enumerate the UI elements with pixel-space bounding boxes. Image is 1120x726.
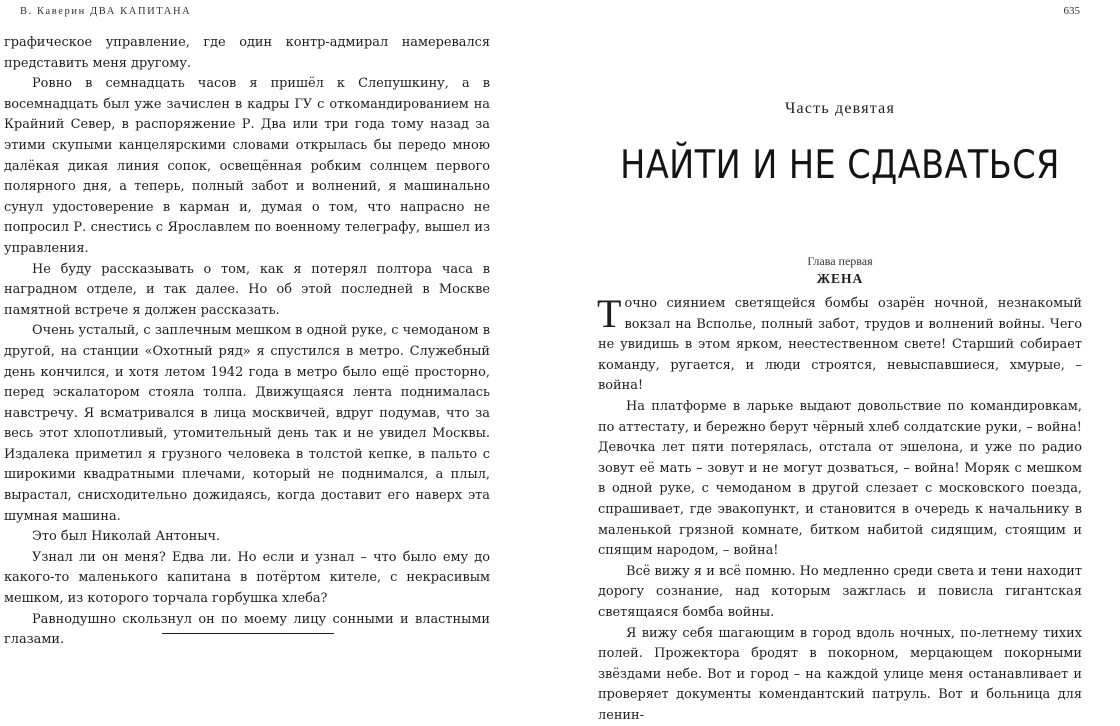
part-label: Часть девятая [560, 100, 1120, 118]
paragraph: Это был Николай Антоныч. [4, 527, 490, 548]
paragraph: Очень усталый, с заплечным мешком в одной руке, с чемоданом в другой, на станции «Охотный ряд» я спустился в метро. Служебный день кончился, и хотя летом 1942 года в метро было ещё просторно, перед эскалатором стояла толпа. Движущаяся лента поднималась навстречу. Я всматривался в лица москвичей, вдруг подумав, что за весь этот хлопотливый, утомительный день так и не увидел Москвы. Издалека приметил я грузного человека в толстой кепке, в пальто с широкими квадратными плечами, который не поднимался, а плыл, вырастал, снисходительно дожидаясь, когда доставит его наверх эта шумная машина. [4, 321, 490, 527]
paragraph: Ровно в семнадцать часов я пришёл к Слепушкину, а в восемнадцать был уже зачислен в кадры ГУ с откомандированием на Крайний Север, в распоряжение Р. Два или три года тому назад за этими скупыми канцелярскими словами открылась бы передо мною далёкая дикая линия сопок, освещённая робким солнцем первого полярного дня, а теперь, полный забот и волнений, я машинально сунул удостоверение в карман и, думая о том, что напрасно не попросил Р. снестись с Ярославлем по военному телеграфу, вышел из управления. [4, 74, 490, 259]
right-page [560, 0, 1088, 684]
paragraph: Не буду рассказывать о том, как я потерял полтора часа в наградном отделе, и так далее. Но об этой последней в Москве памятной встрече я должен рассказать. [4, 260, 490, 322]
paragraph: На платформе в ларьке выдают довольствие по командировкам, по аттестату, и бережно берут чёрный хлеб солдатские руки, – война! Девочка лет пяти потерялась, отстала от эшелона, и уже по радио зовут её мать – зовут и не могут дозваться, – война! Моряк с мешком в одной руке, с чемоданом в другой слезает с московского поезда, спрашивает, где эвакопункт, и становится в очередь к начальнику в маленькой грязной комнате, битком набитой сидящим, стоящим и спящим народом, – война! [598, 397, 1082, 562]
first-paragraph-text: очно сиянием светящейся бомбы озарён ночной, незнакомый вокзал на Всполье, полный забот, трудов и волнений войны. Чего не увидишь в этом ярком, неестественном свете! Старший собирает команду, ругается, и люди строятся, невыспавшиеся, хмурые, – война! [598, 296, 1082, 393]
running-head: В. Каверин ДВА КАПИТАНА [20, 6, 191, 17]
left-page-text [4, 33, 490, 651]
part-title: НАЙТИ И НЕ СДАВАТЬСЯ [599, 143, 1081, 188]
paragraph: Равнодушно скользнул он по моему лицу сонными и властными глазами. [4, 610, 490, 651]
chapter-label: Глава первая [560, 254, 1120, 269]
first-paragraph [598, 294, 1082, 397]
paragraph: Всё вижу я и всё помню. Но медленно среди света и тени находит дорогу сознание, над которым зажглась и повисла гигантская светящаяся бомба войны. [598, 562, 1082, 624]
chapter-end-rule [162, 633, 334, 634]
paragraph: Узнал ли он меня? Едва ли. Но если и узнал – что было ему до какого-то маленького капитана в потёртом кителе, с некрасивым мешком, из которого торчала горбушка хлеба? [4, 548, 490, 610]
right-page-text [598, 294, 1082, 726]
chapter-title: ЖЕНА [560, 271, 1120, 287]
left-page [0, 0, 520, 684]
paragraph: Я вижу себя шагающим в город вдоль ночных, по-летнему тихих полей. Прожектора бродят в покорном, мерцающем покорными звёздами небе. Вот и город – на каждой улице меня останавливает и проверяет документы комендантский патруль. Вот и больница для ленин- [598, 624, 1082, 726]
drop-cap: Т [597, 297, 621, 331]
page-number: 635 [1064, 5, 1081, 17]
paragraph: графическое управление, где один контр-адмирал намеревался представить меня другому. [4, 33, 490, 74]
